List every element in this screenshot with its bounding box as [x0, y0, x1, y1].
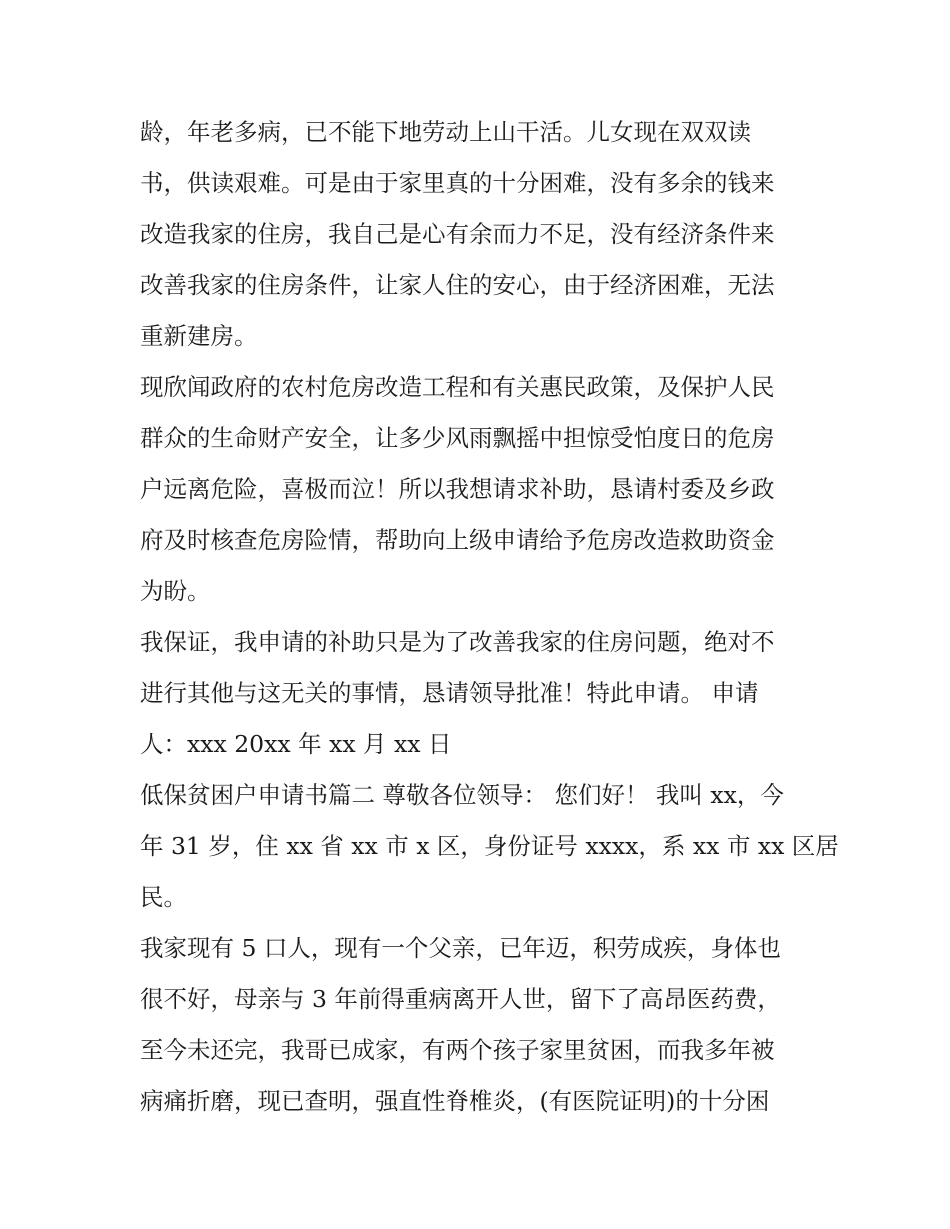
- text-line: 为盼。: [140, 577, 211, 605]
- text-line: 低保贫困户申请书篇二 尊敬各位领导： 您们好！ 我叫 xx，今: [140, 781, 784, 809]
- text-line: 府及时核查危房险情，帮助向上级申请给予危房改造救助资金: [140, 526, 775, 554]
- text-line: 至今未还完，我哥已成家，有两个孩子家里贫困，而我多年被: [140, 1036, 775, 1064]
- text-line: 改善我家的住房条件，让家人住的安心，由于经济困难，无法: [140, 271, 775, 299]
- text-line: 我保证，我申请的补助只是为了改善我家的住房问题，绝对不: [140, 628, 775, 656]
- text-line: 户远离危险，喜极而泣！所以我想请求补助，恳请村委及乡政: [140, 475, 775, 503]
- text-line: 进行其他与这无关的事情，恳请领导批准！特此申请。 申请: [140, 679, 759, 707]
- text-line: 改造我家的住房，我自己是心有余而力不足，没有经济条件来: [140, 220, 775, 248]
- text-line: 人：xxx 20xx 年 xx 月 xx 日: [140, 730, 452, 758]
- text-line: 重新建房。: [140, 322, 258, 350]
- text-line: 民。: [140, 883, 187, 911]
- text-line: 龄，年老多病，已不能下地劳动上山干活。儿女现在双双读: [140, 118, 751, 146]
- text-line: 群众的生命财产安全，让多少风雨飘摇中担惊受怕度日的危房: [140, 424, 775, 452]
- body-text: [140, 107, 839, 1127]
- text-line: 年 31 岁，住 xx 省 xx 市 x 区，身份证号 xxxx，系 xx 市 xx 区居: [140, 832, 839, 860]
- text-line: 书，供读艰难。可是由于家里真的十分困难，没有多余的钱来: [140, 169, 775, 197]
- text-line: 我家现有 5 口人，现有一个父亲，已年迈，积劳成疾，身体也: [140, 934, 781, 962]
- text-line: 很不好，母亲与 3 年前得重病离开人世，留下了高昂医药费，: [140, 985, 781, 1013]
- text-line: 病痛折磨，现已查明，强直性脊椎炎，(有医院证明)的十分困: [140, 1087, 770, 1115]
- text-line: 现欣闻政府的农村危房改造工程和有关惠民政策，及保护人民: [140, 373, 775, 401]
